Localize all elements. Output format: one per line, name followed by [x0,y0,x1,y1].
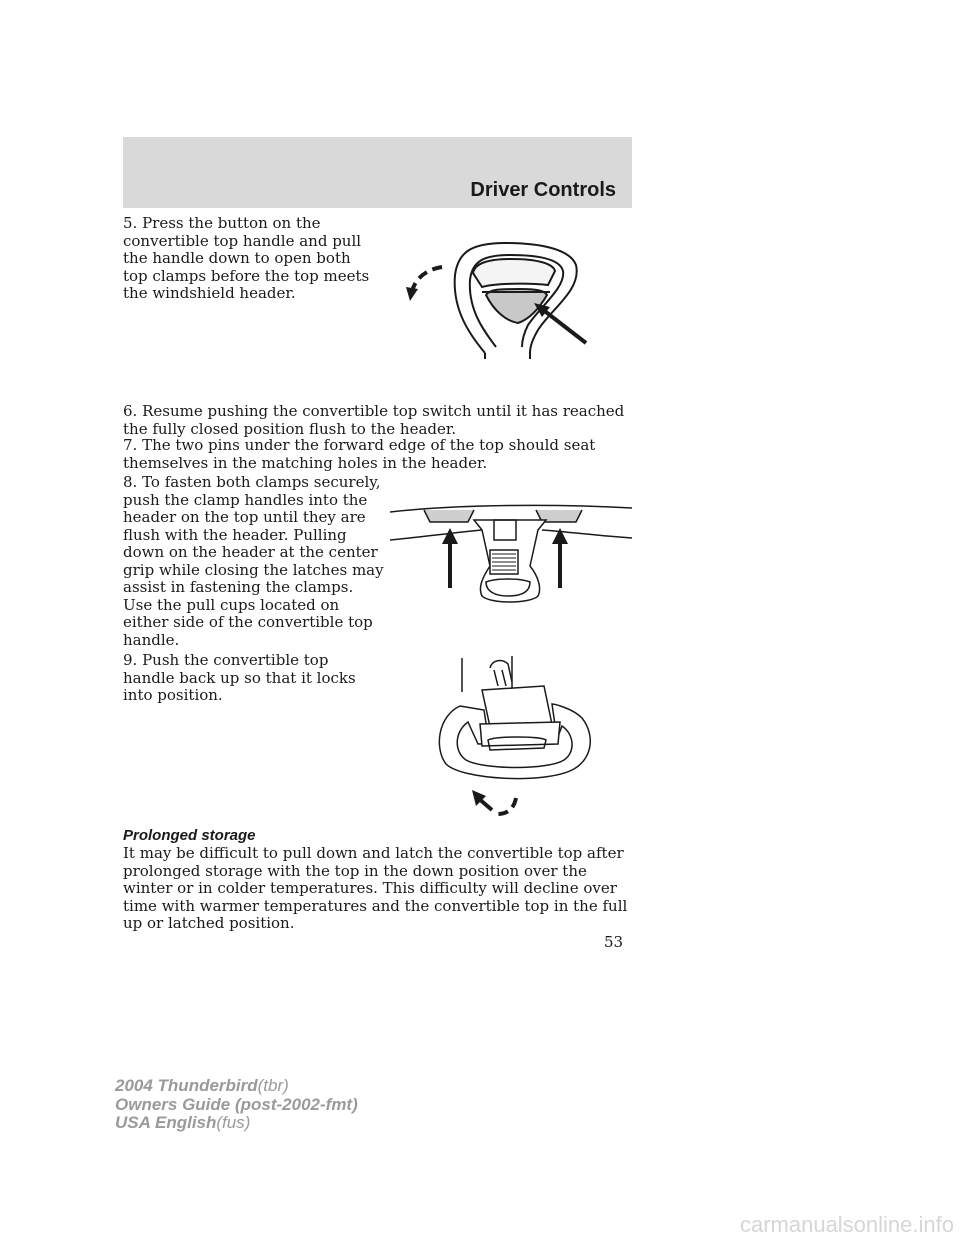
step-9-text: 9. Push the convertible top handle back up so that it locks into position. [123,651,356,704]
step-7-text: 7. The two pins under the forward edge of the top should seat themselves in the matching holes in the header. [123,436,596,472]
section-title: Driver Controls [470,179,616,201]
prolonged-storage-heading: Prolonged storage [123,827,256,844]
footer-language: USA English [115,1113,217,1132]
section-header-bar [123,137,632,208]
page-number: 53 [604,933,624,951]
header-clamps-illustration [390,496,632,616]
footer-model-code: (tbr) [257,1076,289,1095]
step-5-text: 5. Press the button on the convertible top handle and pull the handle down to open both top clamps before the top meets the windshield header. [123,214,370,302]
prolonged-storage-text: It may be difficult to pull down and latch the convertible top after prolonged storage with the top in the down position over the winter or in colder temperatures. This difficulty will decline over time with warmer temperatures and the convertible top in the full up or latched position. [123,844,628,932]
footer-guide: Owners Guide (post-2002-fmt) [115,1094,358,1114]
handle-lock-illustration [432,652,602,820]
footer-doc-info [115,1077,358,1133]
step-6-text: 6. Resume pushing the convertible top switch until it has reached the fully closed position flush to the header. [123,402,625,438]
footer-model: 2004 Thunderbird [115,1076,258,1095]
step-8-text: 8. To fasten both clamps securely, push the clamp handles into the header on the top until they are flush with the header. Pulling down on the header at the center grip while closing the latches may assist in fastening the clamps. Use the pull cups located on either side of the convertible top handle. [123,473,384,649]
handle-button-illustration [400,235,600,360]
footer-language-code: (fus) [216,1113,251,1132]
watermark: carmanualsonline.info [739,1212,954,1237]
